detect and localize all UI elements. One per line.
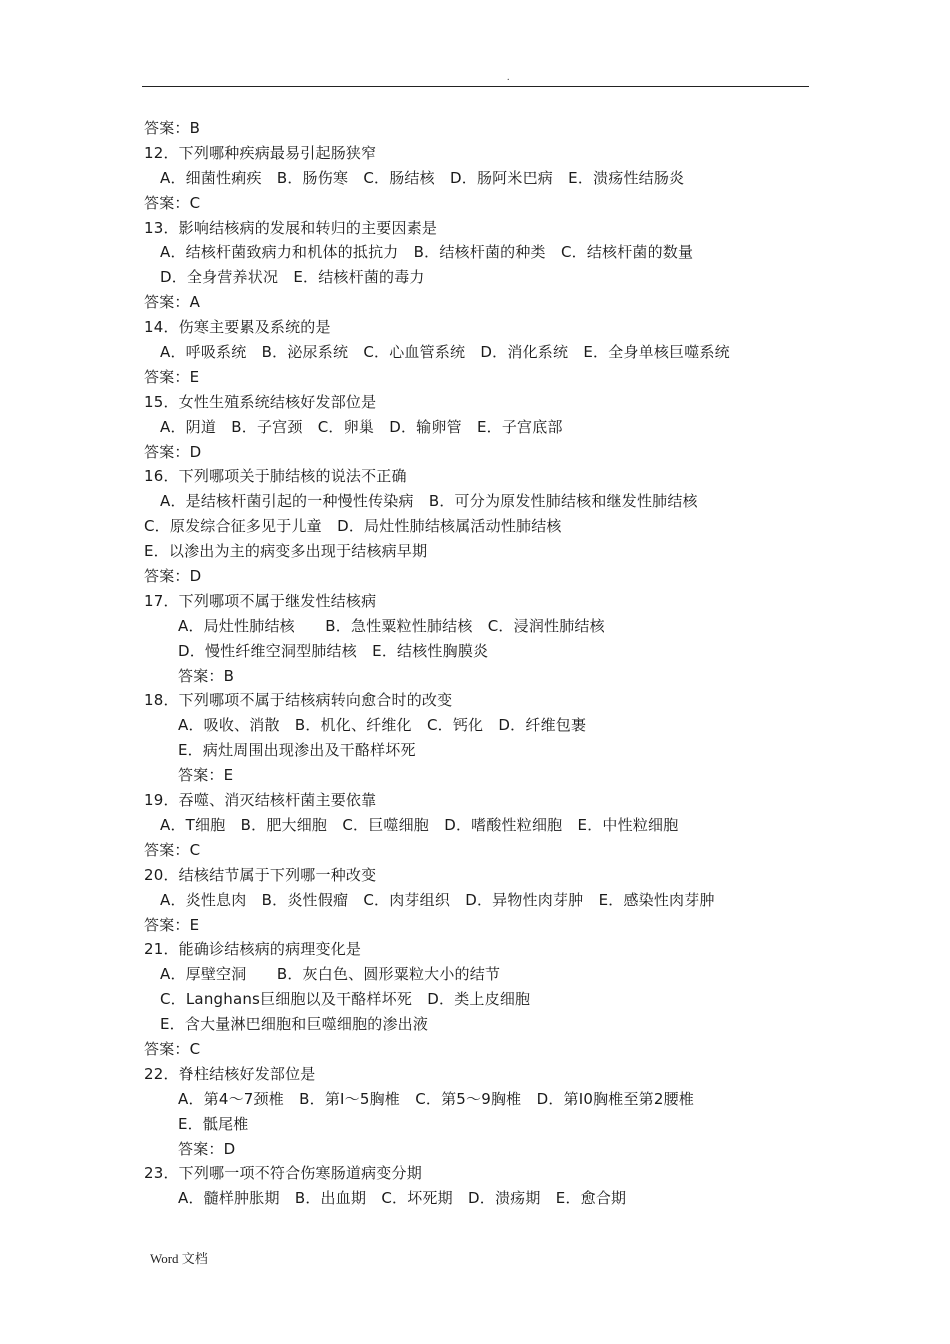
header-rule [142, 86, 809, 87]
header-mark: . [507, 72, 510, 83]
options-line: A．结核杆菌致病力和机体的抵抗力 B．结核杆菌的种类 C．结核杆菌的数量 [160, 243, 694, 262]
answer-line: 答案：E [144, 367, 200, 386]
answer-line: 答案：C [144, 193, 201, 212]
answer-line: 答案：E [144, 915, 200, 934]
question-line: 22．脊柱结核好发部位是 [144, 1064, 316, 1083]
answer-line: 答案：B [178, 666, 235, 685]
question-line: 18．下列哪项不属于结核病转向愈合时的改变 [144, 691, 453, 710]
options-line: C．Langhans巨细胞以及干酪样坏死 D．类上皮细胞 [160, 990, 531, 1009]
answer-line: 答案：D [144, 567, 202, 586]
options-line: A．局灶性肺结核 B．急性粟粒性肺结核 C．浸润性肺结核 [178, 616, 605, 635]
answer-line: 答案：D [178, 1139, 236, 1158]
question-line: 21．能确诊结核病的病理变化是 [144, 940, 362, 959]
question-line: 23．下列哪一项不符合伤寒肠道病变分期 [144, 1164, 422, 1183]
options-line: A．是结核杆菌引起的一种慢性传染病 B．可分为原发性肺结核和继发性肺结核 [160, 492, 698, 511]
options-line: D．全身营养状况 E．结核杆菌的毒力 [160, 268, 425, 287]
question-line: 16．下列哪项关于肺结核的说法不正确 [144, 467, 407, 486]
options-line: A．阴道 B．子宫颈 C．卵巢 D．输卵管 E．子宫底部 [160, 417, 563, 436]
question-line: 14．伤寒主要累及系统的是 [144, 318, 331, 337]
answer-line: 答案：C [144, 1039, 201, 1058]
options-line: E．以渗出为主的病变多出现于结核病早期 [144, 542, 428, 561]
options-line: C．原发综合征多见于儿童 D．局灶性肺结核属活动性肺结核 [144, 517, 562, 536]
options-line: A．吸收、消散 B．机化、纤维化 C．钙化 D．纤维包裹 [178, 716, 587, 735]
answer-line: 答案：D [144, 442, 202, 461]
options-line: A．呼吸系统 B．泌尿系统 C．心血管系统 D．消化系统 E．全身单核巨噬系统 [160, 343, 730, 362]
answer-line: 答案：A [144, 293, 201, 312]
options-line: E．骶尾椎 [178, 1114, 249, 1133]
options-line: A．炎性息肉 B．炎性假瘤 C．肉芽组织 D．异物性肉芽肿 E．感染性肉芽肿 [160, 890, 715, 909]
question-line: 19．吞噬、消灭结核杆菌主要依靠 [144, 791, 377, 810]
answer-line: 答案：C [144, 840, 201, 859]
options-line: A．厚壁空洞 B．灰白色、圆形粟粒大小的结节 [160, 965, 501, 984]
question-line: 13．影响结核病的发展和转归的主要因素是 [144, 218, 438, 237]
footer-label: Word 文档 [150, 1251, 208, 1266]
options-line: E．病灶周围出现渗出及干酪样坏死 [178, 741, 416, 760]
question-line: 17．下列哪项不属于继发性结核病 [144, 591, 377, 610]
options-line: A．髓样肿胀期 B．出血期 C．坏死期 D．溃疡期 E．愈合期 [178, 1189, 627, 1208]
question-line: 15．女性生殖系统结核好发部位是 [144, 392, 377, 411]
options-line: A．细菌性痢疾 B．肠伤寒 C．肠结核 D．肠阿米巴病 E．溃疡性结肠炎 [160, 168, 685, 187]
question-line: 20．结核结节属于下列哪一种改变 [144, 865, 377, 884]
options-line: D．慢性纤维空洞型肺结核 E．结核性胸膜炎 [178, 641, 489, 660]
options-line: A．第4～7颈椎 B．第Ⅰ～5胸椎 C．第5～9胸椎 D．第I0胸椎至第2腰椎 [178, 1089, 695, 1108]
options-line: A．T细胞 B．肥大细胞 C．巨噬细胞 D．嗜酸性粒细胞 E．中性粒细胞 [160, 815, 679, 834]
answer-line: 答案：E [178, 766, 234, 785]
document-body [144, 116, 824, 1211]
options-line: E．含大量淋巴细胞和巨噬细胞的渗出液 [160, 1015, 429, 1034]
answer-line: 答案：B [144, 119, 201, 137]
question-line: 12．下列哪种疾病最易引起肠狭窄 [144, 143, 377, 162]
